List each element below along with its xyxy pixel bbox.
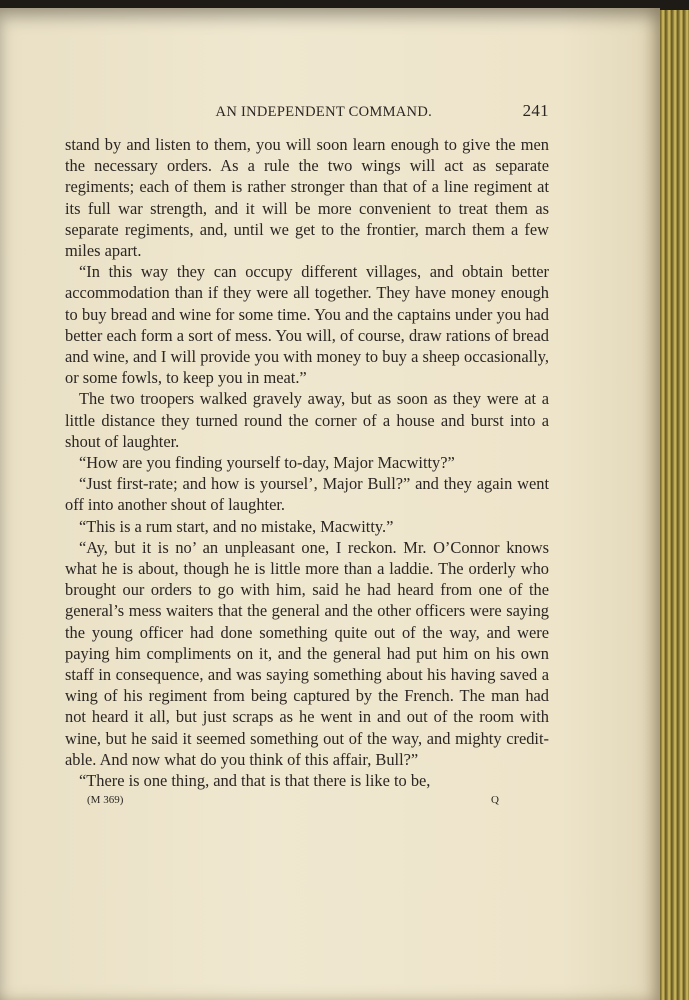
- page-content: [65, 100, 549, 807]
- page-footer: [65, 793, 549, 807]
- paragraph: “How are you finding yourself to-day, Major Macwitty?”: [79, 453, 455, 473]
- paragraph: stand by and listen to them, you will soon learn enough to give the men the necessary orders. As a rule the two wings will act as separate regiments; each of them is rather stronger than that of a line regiment at its full war strength, and it will be more convenient to treat them as separate regiments, and, until we get to the frontier, march them a few miles apart.: [65, 135, 549, 261]
- running-title: AN INDEPENDENT COMMAND.: [215, 104, 433, 120]
- paragraph: “Just first-rate; and how is yoursel’, Major Bull?” and they again went off into another shout of laughter.: [65, 474, 549, 515]
- paragraph: “In this way they can occupy different villages, and obtain better accommodation than if they were all together. They have money enough to buy bread and wine for some time. You and the captains under you had better each form a sort of mess. You will, of course, draw rations of bread and wine, and I will provide you with money to buy a sheep occasionally, or some fowls, to keep you in meat.”: [65, 262, 549, 388]
- body-text: [65, 134, 549, 791]
- paragraph: “This is a rum start, and no mistake, Macwitty.”: [79, 516, 394, 536]
- paragraph: “There is one thing, and that is that there is like to be,: [79, 771, 431, 791]
- paragraph: The two troopers walked gravely away, but as soon as they were at a little distance they turned round the corner of a house and burst into a shout of laughter.: [65, 389, 549, 451]
- page-number: 241: [522, 101, 549, 120]
- paragraph: “Ay, but it is no’ an unpleasant one, I reckon. Mr. O’Connor knows what he is about, though he is little more than a laddie. The orderly who brought our orders to go with him, said he had heard from one of the general’s mess waiters that the general and the other officers were saying the young officer had done something quite out of the way, and were paying him compliments on it, and the general had put him on his own staff in consequence, and was saying something about his having saved a wing of his regiment from being captured by the French. The man had not heard it all, but just scraps as he went in and out of the room with wine, but he said it seemed something out of the way, and mighty credit-able. And now what do you think of this affair, Bull?”: [65, 537, 549, 769]
- gathering-mark: Q: [491, 794, 499, 807]
- signature-mark: (M 369): [87, 794, 124, 807]
- running-header: [65, 100, 549, 134]
- book-page: [0, 8, 660, 1000]
- page-edges: [660, 10, 689, 1000]
